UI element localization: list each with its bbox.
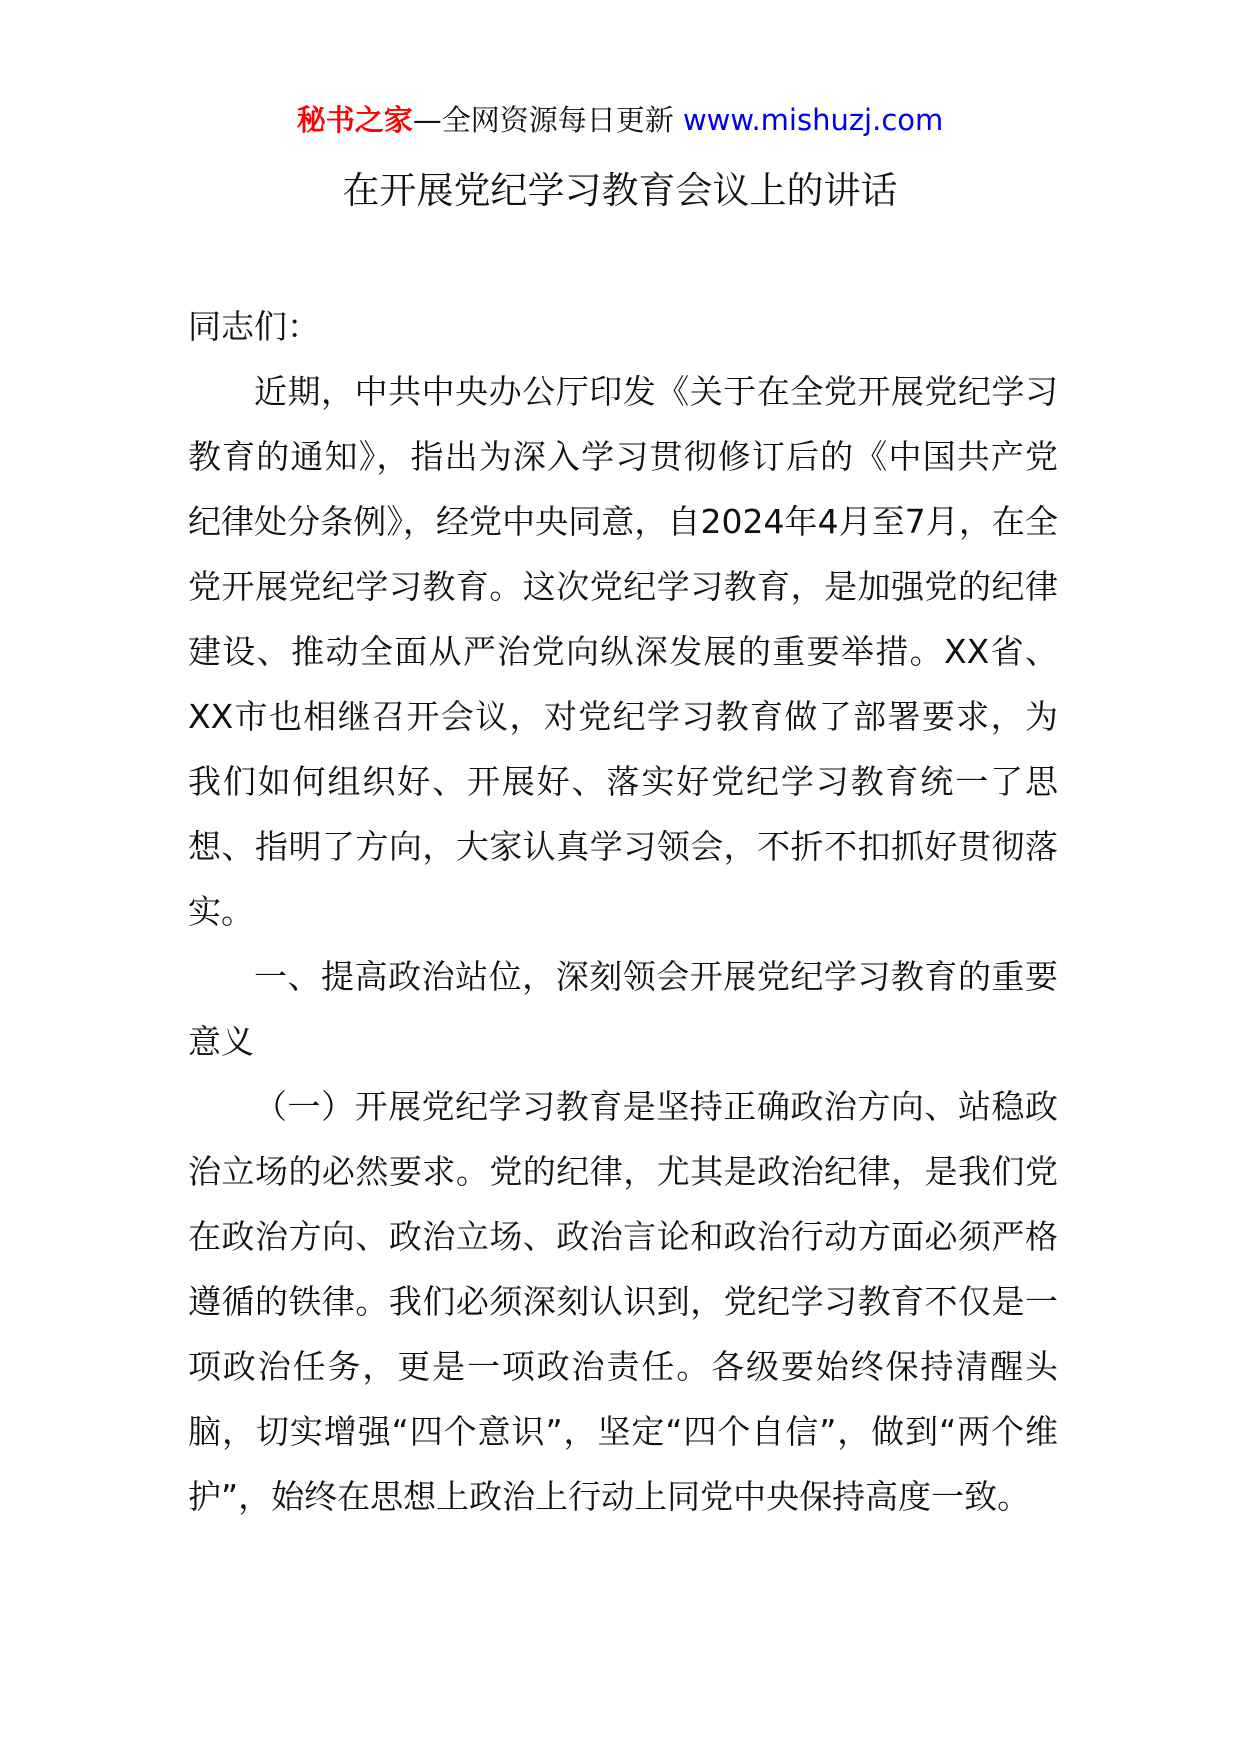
section-heading: 一、提高政治站位，深刻领会开展党纪学习教育的重要意义 — [188, 957, 1058, 1061]
site-header — [0, 98, 1240, 142]
salutation: 同志们： — [188, 307, 320, 346]
paragraph: （一）开展党纪学习教育是坚持正确政治方向、站稳政治立场的必然要求。党的纪律，尤其是政治纪律，是我们党在政治方向、政治立场、政治言论和政治行动方面必须严格遵循的铁律。我们必须深刻认识到，党纪学习教育不仅是一项政治任务，更是一项政治责任。各级要始终保持清醒头脑，切实增强“四个意识”，坚定“四个自信”，做到“两个维护”，始终在思想上政治上行动上同党中央保持高度一致。 — [188, 1087, 1058, 1516]
brand-slogan: —全网资源每日更新 — [412, 103, 674, 137]
document-title: 在开展党纪学习教育会议上的讲话 — [342, 169, 898, 212]
paragraph: 近期，中共中央办公厅印发《关于在全党开展党纪学习教育的通知》，指出为深入学习贯彻修订后的《中国共产党纪律处分条例》，经党中央同意，自2024年4月至7月，在全党开展党纪学习教育。这次党纪学习教育，是加强党的纪律建设、推动全面从严治党向纵深发展的重要举措。XX省、XX市也相继召开会议，对党纪学习教育做了部署要求，为我们如何组织好、开展好、落实好党纪学习教育统一了思想、指明了方向，大家认真学习领会，不折不扣抓好贯彻落实。 — [188, 372, 1058, 931]
document-body — [188, 294, 1058, 1529]
brand-name: 秘书之家 — [296, 103, 413, 137]
site-link[interactable]: www.mishuzj.com — [682, 103, 944, 137]
